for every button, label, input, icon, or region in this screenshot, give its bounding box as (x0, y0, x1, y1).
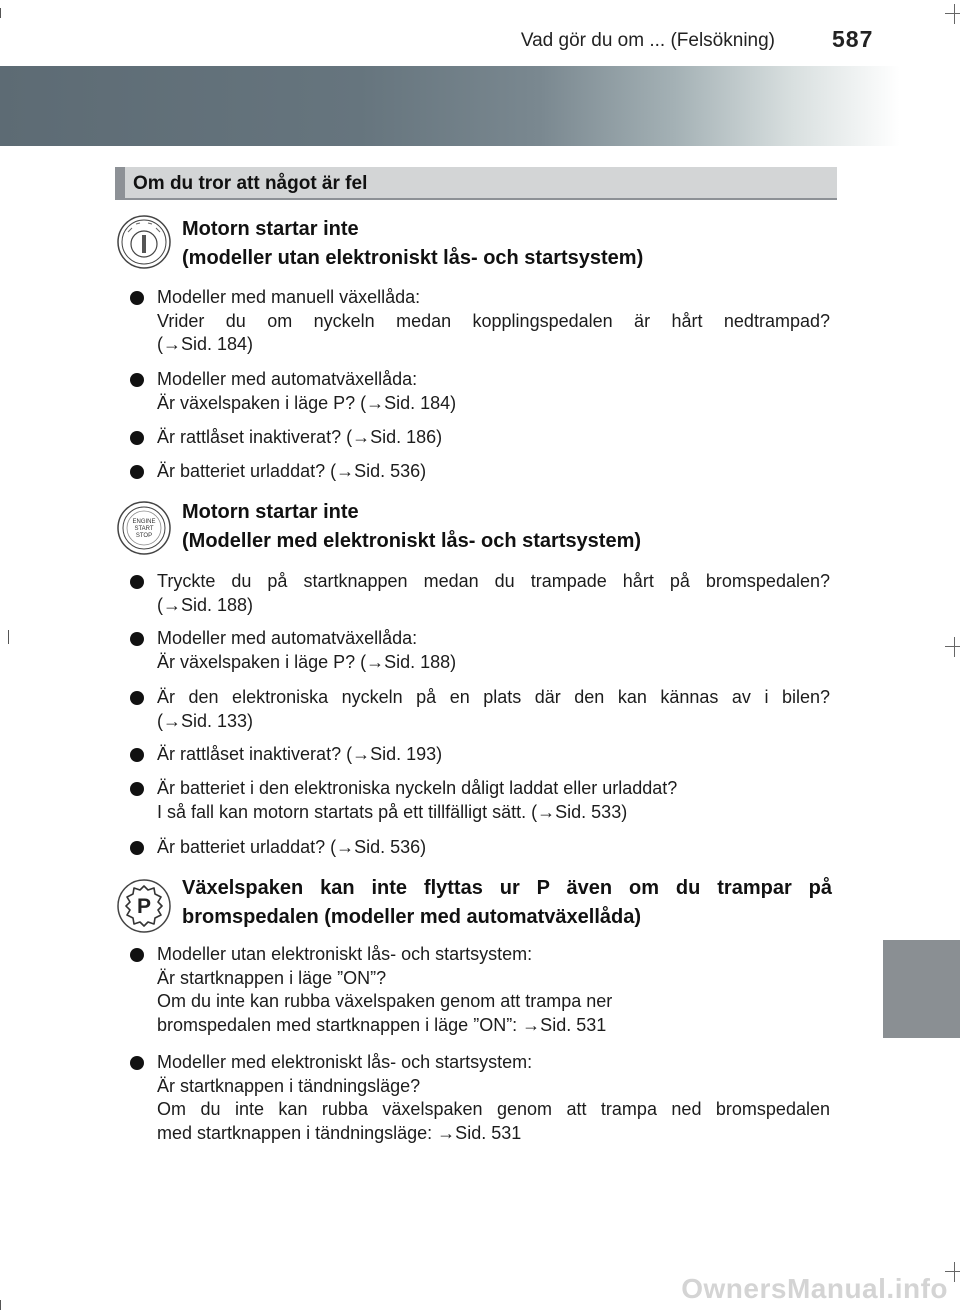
bullet-icon (130, 291, 144, 305)
ignition-key-switch-icon (116, 214, 172, 270)
bullet-icon (130, 841, 144, 855)
bullet-icon (130, 1056, 144, 1070)
watermark: OwnersManual.info (681, 1273, 948, 1304)
topic-title: Motorn startar inte (modeller utan elektroniskt lås- och startsystem) (182, 218, 644, 269)
list-item: Modeller med automatväxellåda: Är växelspaken i läge P? (→Sid. 184) (130, 368, 830, 415)
list-item: Tryckte du på startknappen medan du trampade hårt på bromspedalen? (→Sid. 188) (130, 570, 830, 617)
topic-title: Växelspaken kan inte flyttas ur P även om du trampar på bromspedalen (modeller med automatväxellåda) (182, 877, 832, 928)
list-item: Är rattlåset inaktiverat? (→Sid. 193) (130, 743, 830, 767)
list-item: Är batteriet urladdat? (→Sid. 536) (130, 460, 830, 484)
registration-mark (945, 637, 960, 657)
section-heading: Om du tror att något är fel (115, 167, 837, 200)
list-item: Är rattlåset inaktiverat? (→Sid. 186) (130, 426, 830, 450)
chapter-tab (883, 940, 960, 1038)
registration-mark (945, 4, 960, 24)
page-number: 587 (832, 26, 874, 52)
topic-title: Motorn startar inte (Modeller med elektroniskt lås- och startsystem) (182, 501, 642, 552)
crop-mark (0, 1300, 1, 1310)
bullet-icon (130, 948, 144, 962)
header-band (0, 66, 900, 146)
bullet-icon (130, 575, 144, 589)
bullet-icon (130, 748, 144, 762)
engine-start-stop-button-icon (116, 500, 172, 556)
list-item: Är batteriet i den elektroniska nyckeln dåligt laddat eller urladdat? I så fall kan motorn startats på ett tillfälligt sätt. (→Sid. 533) (130, 777, 830, 824)
park-gear-warning-icon (116, 878, 172, 934)
crop-mark (8, 630, 9, 644)
bullet-icon (130, 431, 144, 445)
svg-text:STOP: STOP (135, 533, 153, 539)
bullet-icon (130, 373, 144, 387)
bullet-icon (130, 691, 144, 705)
crop-mark (0, 8, 1, 18)
svg-text:P: P (136, 895, 152, 918)
svg-text:ENGINE: ENGINE (132, 519, 156, 525)
bullet-icon (130, 465, 144, 479)
list-item: Modeller utan elektroniskt lås- och startsystem: Är startknappen i läge ”ON”? Om du inte kan rubba växelspaken genom att trampa ner bromspedalen med startknappen i läge ”ON”: →Sid. 531 (130, 943, 830, 1037)
list-item: Modeller med elektroniskt lås- och startsystem: Är startknappen i tändningsläge? Om du inte kan rubba växelspaken genom att trampa ned bromspedalen med startknappen i tändningsläge: →Sid. 531 (130, 1051, 830, 1145)
header-section-title: Vad gör du om ... (Felsökning) (520, 30, 775, 51)
bullet-icon (130, 782, 144, 796)
list-item: Modeller med manuell växellåda: Vrider du om nyckeln medan kopplingspedalen är hårt nedtrampad? (→Sid. 184) (130, 286, 830, 357)
list-item: Är den elektroniska nyckeln på en plats där den kan kännas av i bilen? (→Sid. 133) (130, 686, 830, 733)
bullet-icon (130, 632, 144, 646)
svg-text:START: START (134, 526, 154, 532)
list-item: Modeller med automatväxellåda: Är växelspaken i läge P? (→Sid. 188) (130, 627, 830, 674)
list-item: Är batteriet urladdat? (→Sid. 536) (130, 836, 830, 860)
